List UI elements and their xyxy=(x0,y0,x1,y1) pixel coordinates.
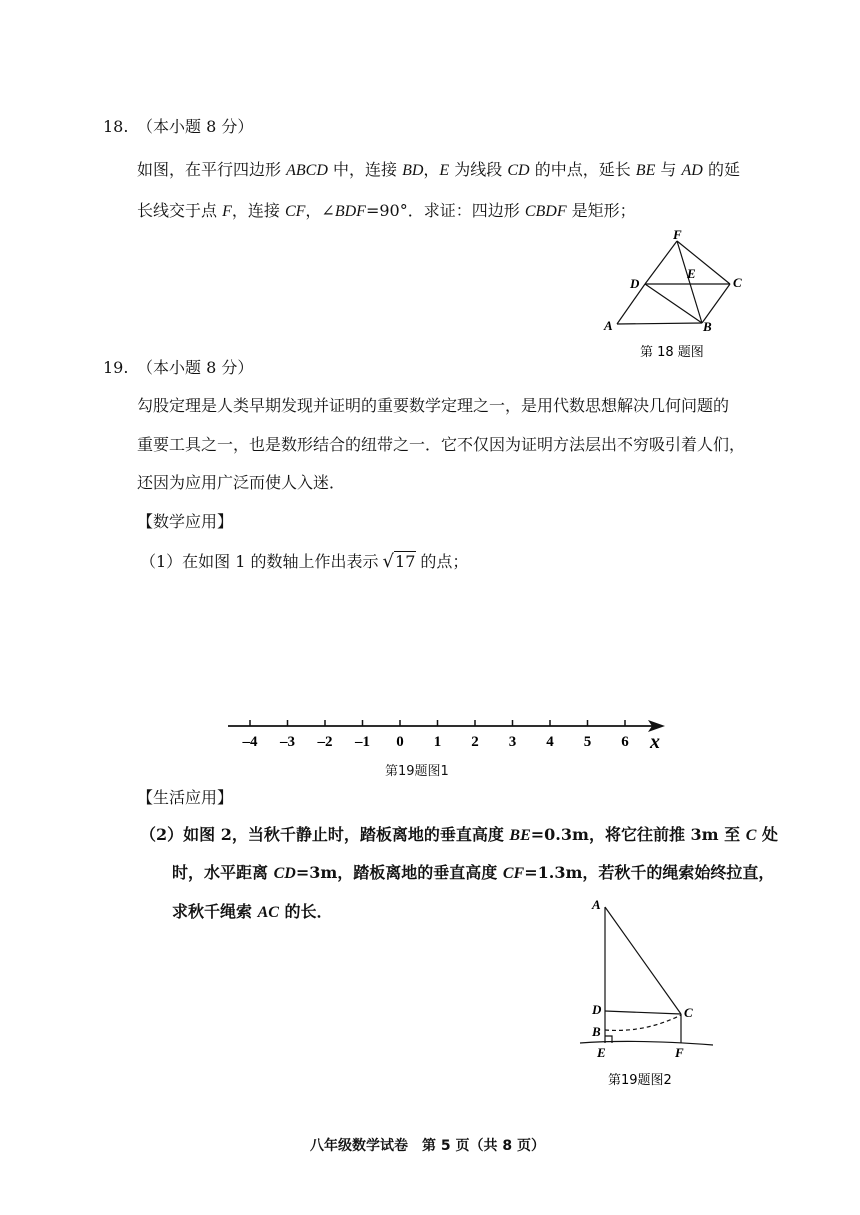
number-line-tick-label: 2 xyxy=(471,734,479,750)
figure-19-2-caption: 第19题图2 xyxy=(608,1073,672,1088)
figure-19-2-swing xyxy=(575,895,720,1095)
section-life-application: 【生活应用】 xyxy=(137,788,234,807)
figure-19-1-caption: 第19题图1 xyxy=(385,764,449,779)
number-line-tick-label: –2 xyxy=(317,734,333,750)
number-line xyxy=(220,712,670,757)
number-line-tick-label: 1 xyxy=(433,734,442,750)
number-line-tick-label: 6 xyxy=(621,734,629,750)
figure-19-2-label-f: F xyxy=(675,1045,684,1060)
figure-18-parallelogram xyxy=(590,230,750,365)
question-18-score: （本小题 8 分） xyxy=(137,117,254,136)
question-19-intro-line-1: 勾股定理是人类早期发现并证明的重要数学定理之一，是用代数思想解决几何问题的 xyxy=(137,396,730,415)
question-19-intro-line-2: 重要工具之一，也是数形结合的纽带之一．它不仅因为证明方法层出不穷吸引着人们， xyxy=(137,435,746,454)
figure-19-2-label-d: D xyxy=(592,1002,602,1017)
question-19-part-2-line-2: 时，水平距离 CD=3m，踏板离地的垂直高度 CF=1.3m，若秋千的绳索始终拉直， xyxy=(172,863,775,882)
question-19-part-1: （1）在如图 1 的数轴上作出表示 √17 的点； xyxy=(140,551,469,572)
question-19-part-2-line-3: 求秋千绳索 AC 的长． xyxy=(172,902,333,921)
figure-19-2-label-b: B xyxy=(592,1024,601,1039)
number-line-tick-label: 3 xyxy=(508,734,517,750)
page-footer: 八年级数学试卷 第 5 页（共 8 页） xyxy=(310,1138,545,1154)
number-line-tick-label: 0 xyxy=(396,734,404,750)
number-line-tick-label: –4 xyxy=(242,734,258,750)
figure-18-label-b: B xyxy=(703,319,712,334)
question-18-line-1: 如图，在平行四边形 ABCD 中，连接 BD，E 为线段 CD 的中点，延长 BE 与 AD 的延 xyxy=(137,160,740,179)
figure-18-label-a: A xyxy=(604,318,613,333)
figure-18-label-d: D xyxy=(630,276,640,291)
figure-19-2-label-c: C xyxy=(684,1005,693,1020)
figure-19-2-label-a: A xyxy=(592,897,601,912)
number-line-tick-label: –1 xyxy=(355,734,370,750)
figure-18-label-e: E xyxy=(687,266,696,281)
sqrt-symbol: √17 xyxy=(382,551,416,572)
question-18-line-2: 长线交于点 F，连接 CF，∠BDF=90°．求证：四边形 CBDF 是矩形； xyxy=(137,201,636,220)
figure-18-label-c: C xyxy=(733,275,742,290)
number-line-tick-label: 4 xyxy=(546,734,554,750)
question-19-part-2-line-1: （2）如图 2，当秋千静止时，踏板离地的垂直高度 BE=0.3m，将它往前推 3m 至 C 处 xyxy=(140,825,778,844)
number-line-tick-label: 5 xyxy=(583,734,592,750)
figure-18-caption: 第 18 题图 xyxy=(640,345,704,360)
figure-18-label-f: F xyxy=(673,230,682,242)
question-19-number: 19. xyxy=(103,358,129,377)
figure-19-2-label-e: E xyxy=(597,1045,606,1060)
question-19-intro-line-3: 还因为应用广泛而使人入迷． xyxy=(137,473,346,492)
section-math-application: 【数学应用】 xyxy=(137,512,234,531)
question-18-number: 18. xyxy=(103,117,129,136)
number-line-axis-label: x xyxy=(650,731,660,753)
number-line-tick-label: –3 xyxy=(280,734,295,750)
question-19-score: （本小题 8 分） xyxy=(137,358,254,377)
